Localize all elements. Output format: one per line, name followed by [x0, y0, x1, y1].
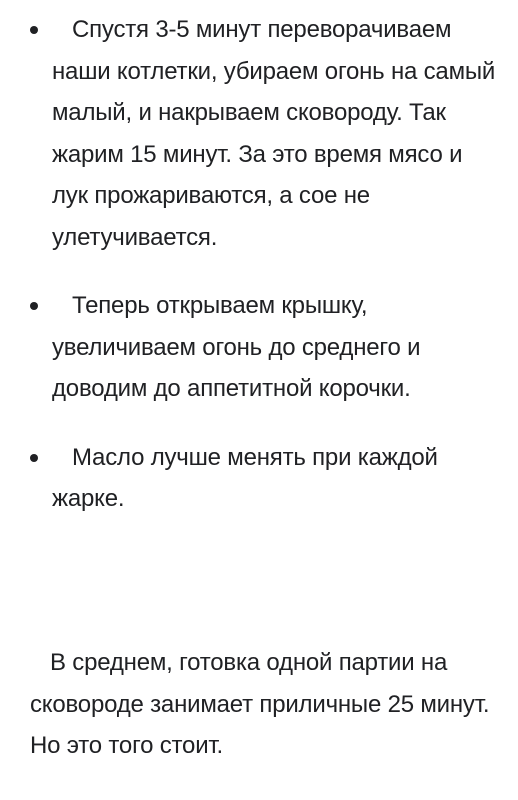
summary-paragraph: В среднем, готовка одной партии на сковороде занимает приличные 25 минут. Но это того стоит.	[30, 649, 490, 759]
list-item	[0, 437, 518, 520]
instruction-list	[0, 9, 518, 547]
list-item	[0, 285, 518, 410]
list-item-text: Масло лучше менять при каждой жарке.	[52, 443, 438, 512]
list-item-text: Теперь открываем крышку, увеличиваем огонь до среднего и доводим до аппетитной корочки.	[52, 292, 421, 402]
list-item-text: Спустя 3-5 минут переворачиваем наши котлетки, убираем огонь на самый малый, и накрываем сковороду. Так жарим 15 минут. За это время мясо и лук прожариваются, а сое не улетучивается.	[52, 16, 496, 251]
list-item	[0, 9, 518, 258]
bullet-dot-icon	[30, 302, 38, 310]
bullet-dot-icon	[30, 454, 38, 462]
bullet-dot-icon	[30, 26, 38, 34]
